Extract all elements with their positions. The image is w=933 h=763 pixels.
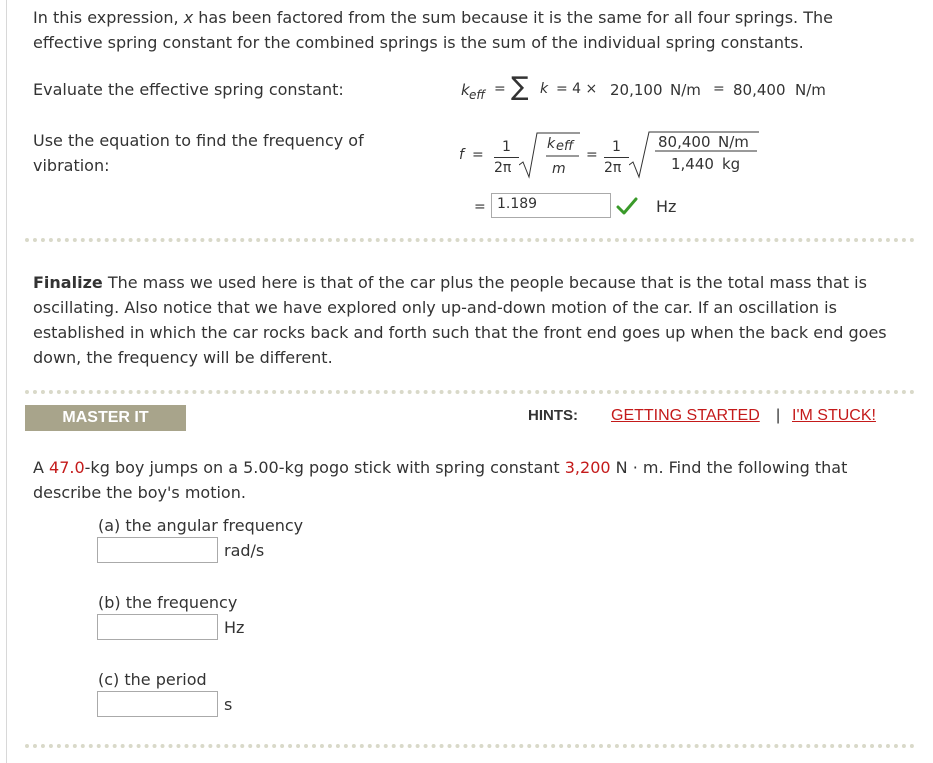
step1-label: Evaluate the effective spring constant: <box>33 80 344 99</box>
part-b-unit: Hz <box>224 618 245 637</box>
im-stuck-link[interactable]: I'M STUCK! <box>792 407 876 424</box>
part-a-label: (a) the angular frequency <box>98 516 304 535</box>
period-input[interactable] <box>97 691 218 717</box>
checkmark-icon <box>616 196 638 216</box>
problem-statement: A 47.0-kg boy jumps on a 5.00-kg pogo stick with spring constant 3,200 N · m. Find the following that describe the boy's motion. <box>33 458 848 502</box>
dotted-divider <box>25 238 915 242</box>
intro-paragraph: In this expression, x has been factored from the sum because it is the same for all four springs. The effective spring constant for the combined springs is the sum of the individual spring constants. <box>33 8 833 52</box>
frequency-input[interactable] <box>97 614 218 640</box>
part-c-unit: s <box>224 695 233 714</box>
angular-frequency-input[interactable] <box>97 537 218 563</box>
dotted-divider <box>25 390 915 394</box>
frequency-answer-field[interactable]: 1.189 <box>491 193 611 218</box>
hints-label: HINTS: <box>528 407 578 424</box>
hint-separator: | <box>776 407 781 424</box>
answer-unit: Hz <box>656 197 677 216</box>
dotted-divider <box>25 744 915 748</box>
sigma-symbol: ∑ <box>511 72 529 102</box>
part-b-label: (b) the frequency <box>98 593 238 612</box>
answer-equals: = <box>474 199 486 215</box>
finalize-paragraph: Finalize The mass we used here is that of the car plus the people because that is the total mass that is oscillating. Also notice that we have explored only up-and-down motion of the car. If an oscillation is established in which the car rocks back and forth such that the front end goes up when the back end goes down, the frequency will be different. <box>33 273 887 367</box>
master-it-label: MASTER IT <box>25 405 186 431</box>
left-border <box>6 0 7 763</box>
step2-label: Use the equation to find the frequency of vibration: <box>33 131 364 175</box>
getting-started-link[interactable]: GETTING STARTED <box>611 407 760 424</box>
part-a-unit: rad/s <box>224 541 265 560</box>
part-c-label: (c) the period <box>98 670 207 689</box>
